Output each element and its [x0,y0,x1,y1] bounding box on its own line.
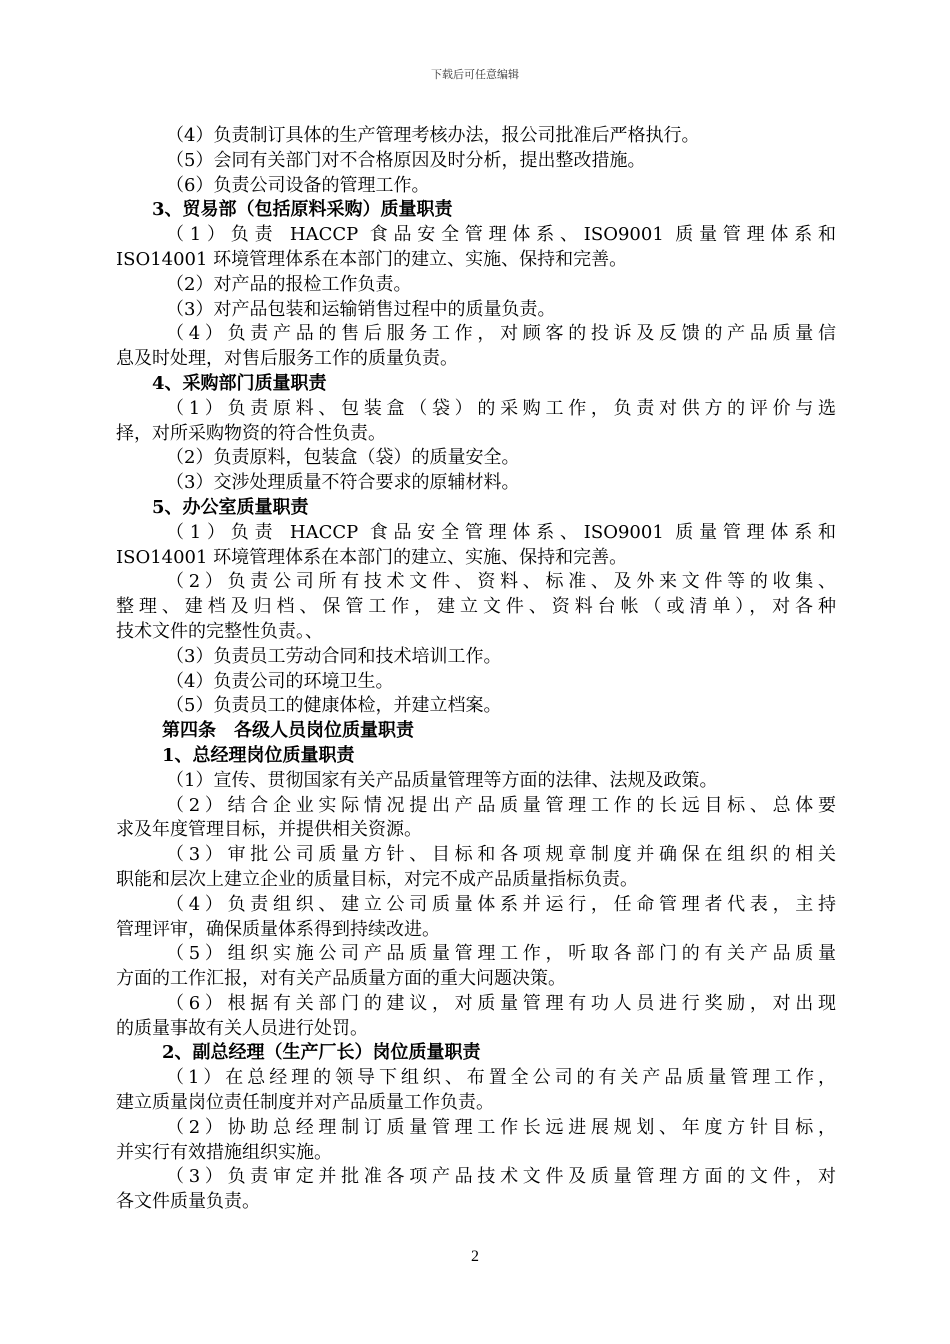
text-line: 息及时处理，对售后服务工作的质量负责。 [116,348,458,370]
text-line: 求及年度管理目标，并提供相关资源。 [116,819,422,841]
text-line: （5）会同有关部门对不合格原因及时分析，提出整改措施。 [166,149,646,171]
text-line: （3）交涉处理质量不符合要求的原辅材料。 [166,472,520,494]
text-line: （2）负责原料，包装盒（袋）的质量安全。 [166,447,520,469]
text-line: （4）负责组织、建立公司质量体系并运行，任命管理者代表，主持 [166,893,836,915]
text-line: （4）负责产品的售后服务工作，对顾客的投诉及反馈的产品质量信 [166,323,836,345]
text-line: （6）根据有关部门的建议，对质量管理有功人员进行奖励，对出现 [166,992,836,1014]
page-header: 下载后可任意编辑 [431,68,519,81]
text-line: （1）负责 HACCP 食品安全管理体系、ISO9001 质量管理体系和 [166,224,836,246]
text-line: ISO14001 环境管理体系在本部门的建立、实施、保持和完善。 [116,546,628,568]
section-heading: 1、总经理岗位质量职责 [162,744,355,766]
section-heading: 2、副总经理（生产厂长）岗位质量职责 [162,1042,481,1064]
document-body [116,124,836,1215]
text-line: （4）负责制订具体的生产管理考核办法，报公司批准后严格执行。 [166,125,700,146]
text-line: 管理评审，确保质量体系得到持续改进。 [116,918,440,940]
section-heading: 3、贸易部（包括原料采购）质量职责 [152,199,453,221]
text-line: （1）负责原料、包装盒（袋）的采购工作，负责对供方的评价与选 [166,397,836,419]
text-line: （4）负责公司的环境卫生。 [166,670,394,692]
text-line: 技术文件的完整性负责。、 [116,620,323,642]
section-heading: 第四条 各级人员岗位质量职责 [162,720,414,742]
text-line: （3）审批公司质量方针、目标和各项规章制度并确保在组织的相关 [166,844,836,866]
text-line: （3）负责审定并批准各项产品技术文件及质量管理方面的文件，对 [166,1166,836,1188]
section-heading: 5、办公室质量职责 [152,496,309,518]
text-line: 职能和层次上建立企业的质量目标，对完不成产品质量指标负责。 [116,868,638,890]
text-line: （2）对产品的报检工作负责。 [166,273,412,295]
text-line: （2）结合企业实际情况提出产品质量管理工作的长远目标、总体要 [166,794,836,816]
text-line: （3）负责员工劳动合同和技术培训工作。 [166,645,502,667]
text-line: ISO14001 环境管理体系在本部门的建立、实施、保持和完善。 [116,248,628,270]
text-line: （1）在总经理的领导下组织、布置全公司的有关产品质量管理工作， [166,1067,836,1089]
text-line: （2）负责公司所有技术文件、资料、标准、及外来文件等的收集、 [166,571,836,593]
section-heading: 4、采购部门质量职责 [152,372,327,394]
text-line: （5）负责员工的健康体检，并建立档案。 [166,695,502,717]
text-line: 整理、建档及归档、保管工作，建立文件、资料台帐（或清单），对各种 [116,596,836,618]
text-line: （1）宣传、贯彻国家有关产品质量管理等方面的法律、法规及政策。 [166,769,718,791]
text-line: （3）对产品包装和运输销售过程中的质量负责。 [166,298,556,320]
text-line: （2）协助总经理制订质量管理工作长远进展规划、年度方针目标， [166,1116,836,1138]
text-line: 方面的工作汇报，对有关产品质量方面的重大问题决策。 [116,968,566,990]
text-line: 的质量事故有关人员进行处罚。 [116,1017,368,1039]
text-line: （5）组织实施公司产品质量管理工作，听取各部门的有关产品质量 [166,943,836,965]
text-line: 各文件质量负责。 [116,1191,260,1213]
text-line: （6）负责公司设备的管理工作。 [166,174,430,196]
text-line: 建立质量岗位责任制度并对产品质量工作负责。 [116,1092,494,1114]
page-number: 2 [471,1248,479,1265]
text-line: 并实行有效措施组织实施。 [116,1141,332,1163]
text-line: （1）负责 HACCP 食品安全管理体系、ISO9001 质量管理体系和 [166,521,836,543]
text-line: 择，对所采购物资的符合性负责。 [116,422,386,444]
